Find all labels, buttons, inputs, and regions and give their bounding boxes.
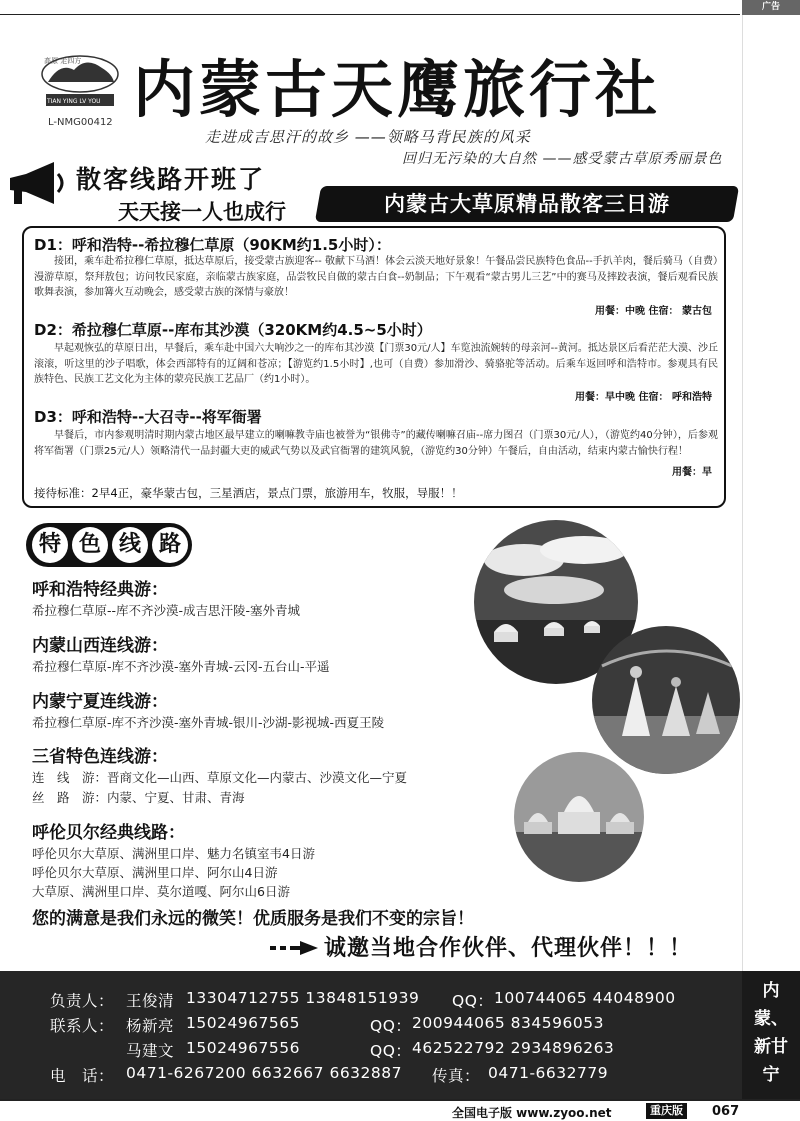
contact-label-manager: 负责人： <box>50 992 115 1010</box>
feature-routes-badge <box>26 523 192 567</box>
day-3-title: D3：呼和浩特--大召寺--将军衙署 <box>34 408 262 426</box>
day-3-description: 早餐后，市内参观明清时期内蒙古地区最早建立的喇嘛教寺庙也被誉为“银佛寺”的藏传喇嘛召庙--席力图召（门票30元/人），（游览约40分钟），后参观将军衙署（门票25元/人）领略清代一品封疆大吏的威武气势以及武官衙署的建筑风貌，（游览约30分钟）午餐后，自由活动，结束内蒙古愉快行程！ <box>34 430 718 457</box>
day-1-meals: 用餐：中晚 住宿： 蒙古包 <box>595 306 712 317</box>
region-side-label <box>742 971 800 1099</box>
route-line: 希拉穆仁草原-库不齐沙漠-塞外青城-云冈-五台山-平遥 <box>32 659 330 674</box>
day-1-title: D1：呼和浩特--希拉穆仁草原（90KM约1.5小时）： <box>34 236 391 254</box>
contact-name-yang: 杨新亮 <box>126 1017 175 1035</box>
logo-subtext: TIAN YING LV YOU <box>47 98 101 105</box>
contact-phone-yang: 15024967565 <box>186 1014 300 1032</box>
feature-char-3: 线 <box>112 527 148 563</box>
tour-name-text: 内蒙古大草原精品散客三日游 <box>384 192 670 216</box>
route-line: 呼伦贝尔大草原、满洲里口岸、阿尔山4日游 <box>32 865 278 880</box>
feature-char-2: 色 <box>72 527 108 563</box>
feature-char-1: 特 <box>32 527 68 563</box>
route-title-shanxi: 内蒙山西连线游： <box>32 636 168 656</box>
route-line: 希拉穆仁草原--库不齐沙漠-成吉思汗陵-塞外青城 <box>32 603 301 618</box>
region-label-part: 内 <box>762 981 780 1001</box>
region-label-part: 蒙、 <box>754 1009 788 1029</box>
page-title: 内蒙古天鹰旅行社 <box>133 53 662 126</box>
qq-label: QQ： <box>452 992 494 1010</box>
banner-subline: 天天接一人也成行 <box>118 200 286 224</box>
edition-badge: 重庆版 <box>646 1103 687 1119</box>
route-line: 大草原、满洲里口岸、莫尔道嘎、阿尔山6日游 <box>32 884 290 899</box>
route-line: 呼伦贝尔大草原、满洲里口岸、魅力名镇室韦4日游 <box>32 846 315 861</box>
qq-manager: 100744065 44048900 <box>494 989 676 1007</box>
edition-link[interactable]: 全国电子版 www.zyoo.net <box>452 1106 612 1120</box>
slogan-secondary: 回归无污染的大自然 ——感受蒙古草原秀丽景色 <box>402 151 723 167</box>
megaphone-icon <box>4 160 68 210</box>
day-2-title: D2：希拉穆仁草原--库布其沙漠（320KM约4.5~5小时） <box>34 321 432 339</box>
route-title-three-provinces: 三省特色连线游： <box>32 747 168 767</box>
tour-name-badge <box>315 186 739 222</box>
telephone-numbers: 0471-6267200 6632667 6632887 <box>126 1064 402 1082</box>
route-line: 希拉穆仁草原-库不齐沙漠-塞外青城-银川-沙湖-影视城-西夏王陵 <box>32 715 385 730</box>
day-2-description: 早起观恢弘的草原日出，早餐后，乘车赴中国六大响沙之一的库布其沙漠【门票30元/人】车览浊流婉转的母亲河--黄河。抵达景区后看茫茫大漠、沙丘滚滚，听这里的沙子唱歌，体会西部特有的辽阔和苍凉；【游览约1.5小时】,也可（自费）参加滑沙、骑骆驼等活动。后乘车返回呼和浩特市。参观具有民族特色、民族工艺文化为主体的蒙亮民族工艺品厂（约1小时）。 <box>34 343 718 385</box>
route-title-ningxia: 内蒙宁夏连线游： <box>32 692 168 712</box>
qq-label: QQ： <box>370 1017 412 1035</box>
license-code: L-NMG00412 <box>48 117 113 128</box>
region-label-part: 宁 <box>762 1065 780 1085</box>
route-title-hulunbuir: 呼伦贝尔经典线路： <box>32 823 185 843</box>
contact-label-contact: 联系人： <box>50 1017 115 1035</box>
contact-phones-manager: 13304712755 13848151939 <box>186 989 420 1007</box>
contact-name-ma: 马建文 <box>126 1042 175 1060</box>
feature-char-4: 路 <box>152 527 188 563</box>
itinerary-box <box>22 226 726 508</box>
ad-label: 广告 <box>742 0 800 15</box>
service-standard: 接待标准：2早4正，豪华蒙古包，三星酒店，景点门票，旅游用车，牧服，导服！！ <box>34 486 463 500</box>
mausoleum-photo <box>514 752 644 882</box>
contact-panel <box>0 971 742 1099</box>
banner-headline: 散客线路开班了 <box>76 165 266 194</box>
region-label-part: 新甘 <box>754 1037 788 1057</box>
day-3-meals: 用餐：早 <box>672 467 712 478</box>
slogan-primary: 走进成吉思汗的故乡 ——领略马背民族的风采 <box>205 128 531 146</box>
route-title-hohhot: 呼和浩特经典游： <box>32 580 168 600</box>
page-footer <box>0 1099 800 1121</box>
logo-text: 高原 走四方 <box>44 57 82 65</box>
fax-number: 0471-6632779 <box>488 1064 609 1082</box>
satisfaction-slogan: 您的满意是我们永远的微笑！优质服务是我们不变的宗旨！ <box>32 909 474 929</box>
contact-phone-ma: 15024967556 <box>186 1039 300 1057</box>
qq-label: QQ： <box>370 1042 412 1060</box>
day-1-description: 接团，乘车赴希拉穆仁草原，抵达草原后，接受蒙古族迎客-- 敬献下马酒！体会云淡天地好景象！午餐品尝民族特色食品--手扒羊肉，餐后骑马（自费）漫游草原，祭拜敖包；访问牧民家庭，亲临蒙古族家庭，品尝牧民自做的蒙古白食--奶制品；下午观看“蒙古男儿三艺”中的赛马及摔跤表演，餐后观看民族歌舞表演，参加篝火互动晚会，感受蒙古族的深情与豪放！ <box>34 256 718 298</box>
day-2-meals: 用餐：早中晚 住宿： 呼和浩特 <box>575 392 712 403</box>
arrow-right-icon <box>270 941 318 955</box>
fax-label: 传真： <box>432 1067 481 1085</box>
page-number: 067 <box>712 1104 740 1119</box>
contact-name-manager: 王俊清 <box>126 992 175 1010</box>
qq-yang: 200944065 834596053 <box>412 1014 604 1032</box>
right-margin <box>742 15 800 971</box>
qq-ma: 462522792 2934896263 <box>412 1039 615 1057</box>
partner-invitation: 诚邀当地合作伙伴、代理伙伴！！！ <box>324 936 693 961</box>
telephone-label: 电 话： <box>50 1067 115 1085</box>
dance-performance-photo <box>592 626 740 774</box>
route-line: 连 线 游：晋商文化—山西、草原文化—内蒙古、沙漠文化—宁夏 <box>32 770 408 785</box>
route-line: 丝 路 游：内蒙、宁夏、甘肃、青海 <box>32 790 245 805</box>
